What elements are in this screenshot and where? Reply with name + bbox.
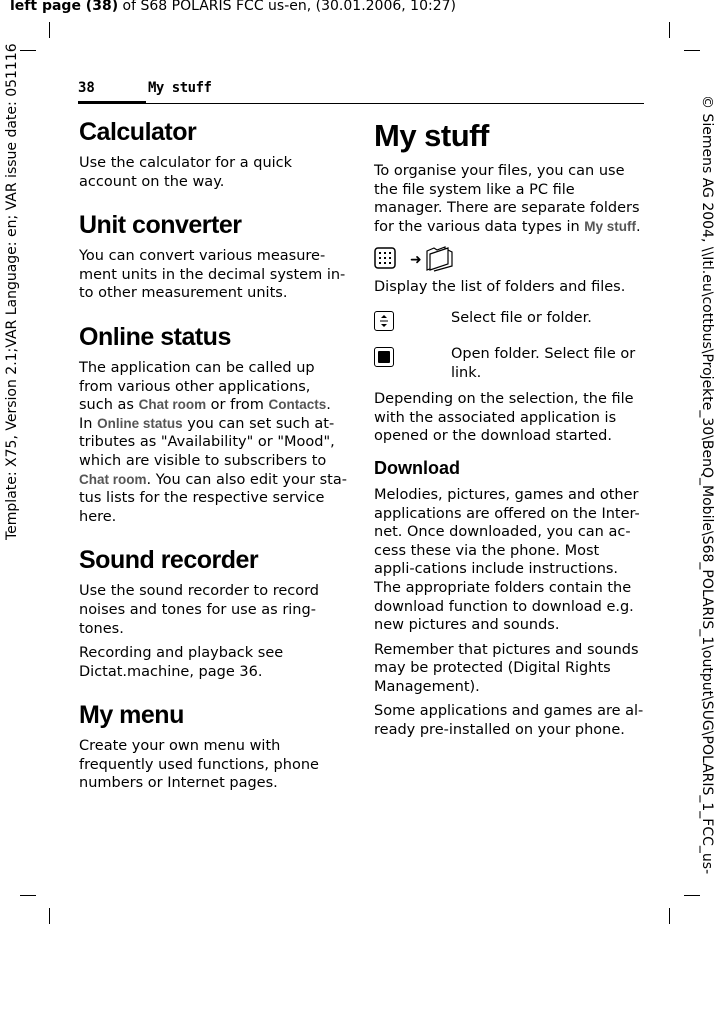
keyword-my-stuff: My stuff [584,218,637,234]
download-text-2: Remember that pictures and sounds may be protected (Digital Rights Management). [374,641,639,695]
sound-recorder-heading: Sound recorder [79,546,259,575]
keyword-chat-room: Chat room [138,397,207,413]
calculator-text: Use the calculator for a quick account on the way. [79,155,293,190]
print-header-bold: left page (38) [10,0,119,14]
page-number: 38 [78,80,95,96]
online-status-text-1: The application can be called up from various other applications, such as [79,359,315,414]
online-status-heading: Online status [79,322,231,351]
keyword-online-status: Online status [97,415,183,431]
arrow-icon: ➜ [410,252,422,269]
download-heading: Download [374,457,460,478]
center-key-fill [378,351,390,363]
navigation-key-icon [374,311,394,331]
icon-cell [374,345,451,367]
calculator-heading: Calculator [79,118,197,146]
icon-cell [374,309,451,331]
header-rule-thin [146,103,644,104]
online-status-text-3: . In [79,397,331,432]
my-menu-heading: My menu [79,701,184,730]
nav-path [374,244,644,276]
key-row-open-text: Open folder. Select file or link. [451,345,636,381]
sound-recorder-text-2: Recording and playback see Dictat.machine, page 36. [79,645,284,680]
header-rule-thick [78,101,146,104]
sound-recorder-text-1: Use the sound recorder to record noises and tones for use as ring-tones. [79,583,320,637]
key-row-select [374,309,644,331]
print-header [10,0,456,14]
page-section-title: My stuff [148,80,212,96]
menu-key-icon [374,247,396,273]
crop-mark [684,50,700,51]
crop-mark [20,895,36,896]
my-stuff-intro [374,162,644,236]
my-stuff-intro-1: To organise your files, you can use the file system like a PC file manager. There are separate folders for the various data types in [374,163,640,235]
keyword-contacts: Contacts [268,397,327,413]
online-status-text-4: you can set such at-tributes as "Availability" or "Mood", which are visible to subscribers to [79,415,335,469]
download-text-1: Melodies, pictures, games and other applications are offered on the Inter-net. Once downloaded, you can ac-cess these via the phone. Most appli-cations include instructions. The appropriate folders contain the download function to download e.g. new pictures and sounds. [374,486,640,634]
crop-mark [49,22,50,38]
left-column [79,116,347,793]
online-status-text-2: or from [206,397,269,414]
online-status-text [79,359,347,526]
unit-converter-heading: Unit converter [79,211,242,240]
key-row-select-text: Select file or folder. [451,309,592,326]
print-header-rest: of S68 POLARIS FCC us-en, (30.01.2006, 10:27) [118,0,456,14]
my-menu-text: Create your own menu with frequently used functions, phone numbers or Internet pages. [79,738,319,792]
my-stuff-heading: My stuff [374,118,489,153]
crop-mark [669,22,670,38]
download-text-3: Some applications and games are al-ready pre-installed on your phone. [374,703,644,739]
unit-converter-text: You can convert various measure-ment units in the decimal system in-to other measurement units. [79,248,346,302]
side-text-left: Template: X75, Version 2.1;VAR Language: en; VAR issue date: 051116 [4,43,20,540]
crop-mark [49,908,50,924]
nav-text: Display the list of folders and files. [374,279,626,296]
crop-mark [20,50,36,51]
selection-text: Depending on the selection, the file with the associated application is opened or the download started. [374,391,634,445]
key-row-open [374,345,644,382]
right-column [374,116,644,740]
keyword-chat-room-2: Chat room [79,471,147,487]
folder-icon [424,244,454,276]
crop-mark [669,908,670,924]
online-status-text-5: . You can also edit your sta-tus lists for the respective service here. [79,471,347,525]
side-text-right: © Siemens AG 2004, \\Itl.eu\cottbus\Projekte_30\BenQ_Mobile\S68_POLARIS_1\output\SUG\POLARIS_1_FCC_us- [699,95,715,875]
center-key-icon [374,347,394,367]
my-stuff-intro-2: . [636,218,641,235]
